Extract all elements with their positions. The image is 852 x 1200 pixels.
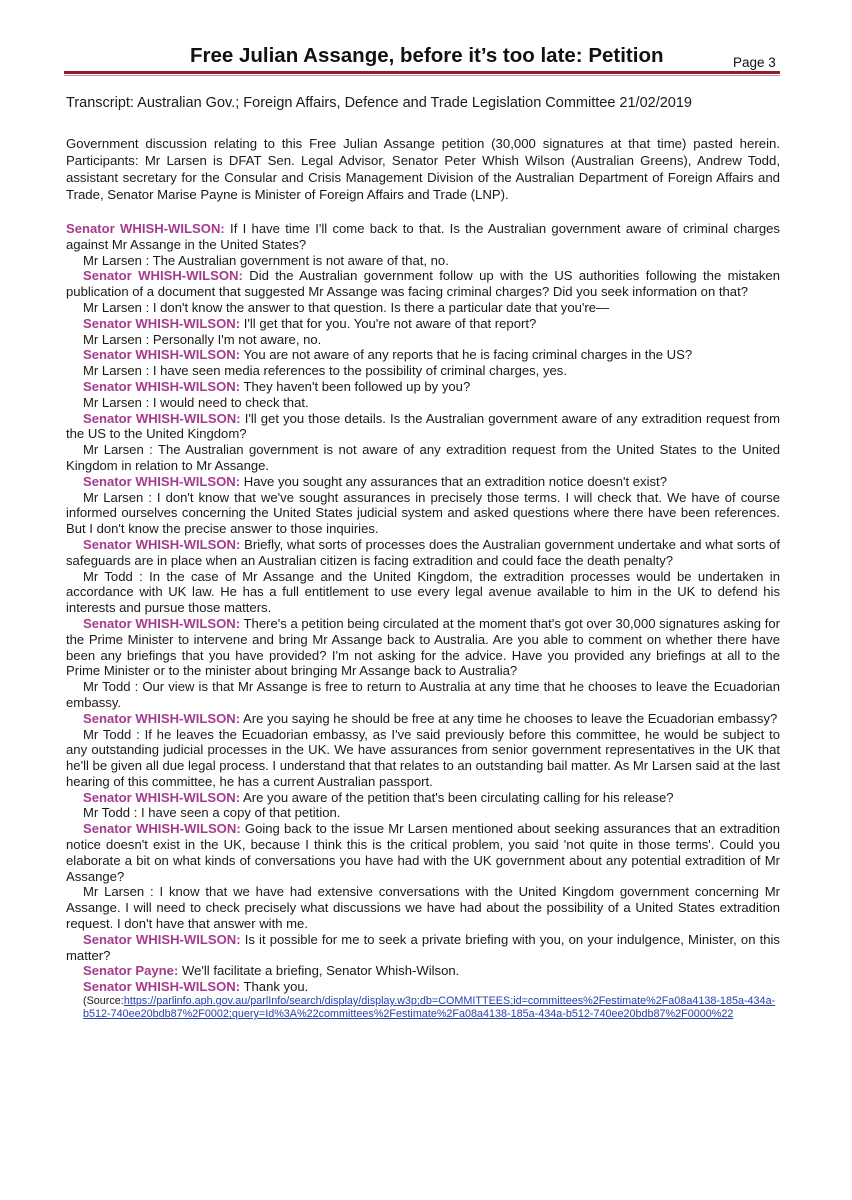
transcript-utterance bbox=[66, 411, 780, 443]
transcript-utterance bbox=[66, 569, 780, 616]
transcript-utterance bbox=[66, 821, 780, 884]
speaker-name: Mr Larsen : bbox=[83, 394, 150, 410]
speaker-name: Mr Todd : bbox=[83, 679, 139, 695]
document-title: Free Julian Assange, before it’s too late: Petition bbox=[190, 44, 664, 67]
speaker-name: Senator WHISH-WILSON: bbox=[83, 473, 241, 489]
speaker-name: Senator WHISH-WILSON: bbox=[83, 347, 241, 363]
transcript-utterance bbox=[66, 490, 780, 537]
speaker-name: Mr Larsen : bbox=[83, 331, 150, 347]
transcript-utterance bbox=[66, 679, 780, 711]
utterance-text: Is it possible for me to seek a private briefing with you, on your indulgence, Minister, on this matter? bbox=[66, 931, 780, 963]
speaker-name: Mr Larsen : bbox=[83, 299, 150, 315]
speaker-name: Senator WHISH-WILSON: bbox=[66, 221, 225, 236]
transcript-utterance bbox=[66, 347, 780, 363]
utterance-text: The Australian government is not aware of any extradition request from the United States to the United Kingdom in relation to Mr Assange. bbox=[66, 442, 781, 473]
utterance-text: Briefly, what sorts of processes does the Australian government undertake and what sorts of safeguards are in place when an Australian citizen is facing extradition and could face the death penalty? bbox=[66, 536, 780, 568]
speaker-name: Senator WHISH-WILSON: bbox=[83, 821, 241, 837]
utterance-text: Our view is that Mr Assange is free to return to Australia at any time that he chooses to leave the Ecuadorian embassy. bbox=[66, 679, 780, 710]
utterance-text: Thank you. bbox=[240, 979, 309, 995]
utterance-text: I'll get that for you. You're not aware of that report? bbox=[240, 315, 537, 331]
transcript-utterance bbox=[66, 332, 780, 348]
page-number: Page 3 bbox=[733, 55, 776, 70]
transcript-utterance bbox=[66, 316, 780, 332]
speaker-name: Mr Todd : bbox=[83, 805, 138, 821]
utterance-text: I have seen media references to the possibility of criminal charges, yes. bbox=[149, 363, 567, 379]
utterance-text: I'll get you those details. Is the Australian government aware of any extradition request from the US to the United Kingdom? bbox=[66, 410, 780, 442]
source-prefix: (Source: bbox=[83, 995, 124, 1008]
source-link[interactable]: https://parlinfo.aph.gov.au/parlInfo/search/display/display.w3p;db=COMMITTEES;id=committees%2Festimate%2Fa08a4138-185a-434a-b512-740ee20bdb87%2F0002;query=Id%3A%22committees%2Festimate%2Fa08a4138-185a-434a-b512-740ee20bdb87%2F0000%22 bbox=[83, 995, 776, 1021]
utterance-text: I would need to check that. bbox=[149, 394, 309, 410]
transcript-utterance bbox=[66, 363, 780, 379]
intro-paragraph: Government discussion relating to this Free Julian Assange petition (30,000 signatures at that time) pasted herein. Participants: Mr Larsen is DFAT Sen. Legal Advisor, Senator Peter Whish Wilson (Australian Greens), Andrew Todd, assistant secretary for the Consular and Crisis Management Division of the Australian Department of Foreign Affairs and Trade, Senator Marise Payne is Minister of Foreign Affairs and Trade (LNP). bbox=[66, 136, 780, 202]
transcript-utterance bbox=[66, 932, 780, 964]
speaker-name: Senator WHISH-WILSON: bbox=[83, 931, 241, 947]
transcript-utterance bbox=[66, 442, 780, 474]
speaker-name: Senator WHISH-WILSON: bbox=[83, 789, 241, 805]
speaker-name: Mr Larsen : bbox=[83, 442, 153, 458]
speaker-name: Senator WHISH-WILSON: bbox=[83, 410, 241, 426]
transcript-utterance bbox=[66, 616, 780, 679]
utterance-text: I know that we have had extensive conversations with the United Kingdom government concerning Mr Assange. I will need to check precisely what discussions we have had about the possibility of a United States extradition request. I don't have that answer with me. bbox=[66, 884, 780, 932]
transcript-utterance bbox=[66, 884, 780, 931]
utterance-text: There's a petition being circulated at the moment that's got over 30,000 signatures asking for the Prime Minister to intervene and bring Mr Assange back to Australia. Are you able to comment on whether there have been any briefings that you have provided? I'm not asking for the advice. Have you provided any briefings at all to the Prime Minister or to the minister about bringing Mr Assange back to Australia? bbox=[66, 615, 781, 679]
transcript-utterance bbox=[66, 379, 780, 395]
utterance-text: You are not aware of any reports that he is facing criminal charges in the US? bbox=[240, 347, 693, 363]
transcript-utterance bbox=[66, 300, 780, 316]
transcript-utterance bbox=[66, 253, 780, 269]
speaker-name: Mr Todd : bbox=[83, 726, 140, 742]
speaker-name: Senator WHISH-WILSON: bbox=[83, 378, 241, 394]
speaker-name: Senator WHISH-WILSON: bbox=[83, 615, 241, 631]
transcript-body bbox=[66, 221, 780, 1021]
transcript-utterance bbox=[66, 805, 780, 821]
utterance-text: I don't know that we've sought assurances in precisely those terms. I will check that. We have of course informed ourselves concerning the United States judicial system and asked questions where there have been references. But I don't know the precise answer to those inquiries. bbox=[66, 489, 780, 537]
transcript-utterance bbox=[66, 395, 780, 411]
speaker-name: Senator Payne: bbox=[83, 963, 179, 979]
transcript-utterance bbox=[66, 221, 780, 253]
speaker-name: Mr Larsen : bbox=[83, 252, 150, 268]
utterance-text: Are you saying he should be free at any time he chooses to leave the Ecuadorian embassy? bbox=[240, 710, 778, 726]
utterance-text: Going back to the issue Mr Larsen mentioned about seeking assurances that an extradition notice doesn't exist in the UK, because I think this is the critical problem, you said 'not quite in those terms'. Could you elaborate a bit on what kinds of conversations you have had with the UK government about any potential extradition of Mr Assange? bbox=[66, 821, 780, 884]
speaker-name: Senator WHISH-WILSON: bbox=[83, 979, 241, 995]
utterance-text: If he leaves the Ecuadorian embassy, as I've said previously before this committee, he would be subject to any outstanding judicial processes in the UK. We have assurances from senior government representatives in the UK that he'll be given all due legal process. I understand that that relates to an outstanding bail matter. As Mr Larsen said at the last hearing of this committee, he has a current Australian passport. bbox=[66, 726, 780, 789]
transcript-utterance bbox=[66, 963, 780, 979]
speaker-name: Senator WHISH-WILSON: bbox=[83, 710, 241, 726]
speaker-name: Mr Larsen : bbox=[83, 363, 150, 379]
source-citation bbox=[83, 995, 780, 1021]
speaker-name: Mr Todd : bbox=[83, 568, 143, 584]
speaker-name: Senator WHISH-WILSON: bbox=[83, 268, 243, 284]
utterance-text: In the case of Mr Assange and the United Kingdom, the extradition processes would be undertaken in accordance with UK law. He has a full entitlement to use every legal avenue available to him in the UK to defend his interests and pursue those matters. bbox=[66, 568, 780, 616]
utterance-text: We'll facilitate a briefing, Senator Whish-Wilson. bbox=[178, 963, 460, 979]
utterance-text: Did the Australian government follow up with the US authorities following the mistaken publication of a document that suggested Mr Assange was facing criminal charges? Did you seek information on that? bbox=[66, 268, 781, 300]
transcript-subtitle: Transcript: Australian Gov.; Foreign Affairs, Defence and Trade Legislation Committee 21/02/2019 bbox=[66, 95, 692, 111]
utterance-text: Have you sought any assurances that an extradition notice doesn't exist? bbox=[240, 473, 667, 489]
transcript-utterance bbox=[66, 268, 780, 300]
transcript-utterance bbox=[66, 711, 780, 727]
utterance-text: I don't know the answer to that question. Is there a particular date that you're— bbox=[149, 299, 610, 315]
utterance-text: Are you aware of the petition that's been circulating calling for his release? bbox=[240, 789, 674, 805]
transcript-utterance bbox=[66, 727, 780, 790]
header-rule-thin bbox=[64, 75, 780, 76]
speaker-name: Senator WHISH-WILSON: bbox=[83, 315, 241, 331]
utterance-text: They haven't been followed up by you? bbox=[240, 378, 471, 394]
transcript-utterance bbox=[66, 537, 780, 569]
transcript-utterance bbox=[66, 474, 780, 490]
speaker-name: Mr Larsen : bbox=[83, 489, 152, 505]
utterance-text: I have seen a copy of that petition. bbox=[137, 805, 341, 821]
utterance-text: Personally I'm not aware, no. bbox=[149, 331, 322, 347]
transcript-utterance bbox=[66, 790, 780, 806]
utterance-text: The Australian government is not aware of that, no. bbox=[149, 252, 449, 268]
speaker-name: Mr Larsen : bbox=[83, 884, 154, 900]
speaker-name: Senator WHISH-WILSON: bbox=[83, 536, 241, 552]
header-rule bbox=[64, 71, 780, 74]
utterance-text: If I have time I'll come back to that. Is the Australian government aware of criminal charges against Mr Assange in the United States? bbox=[66, 221, 780, 252]
transcript-utterance bbox=[66, 979, 780, 995]
